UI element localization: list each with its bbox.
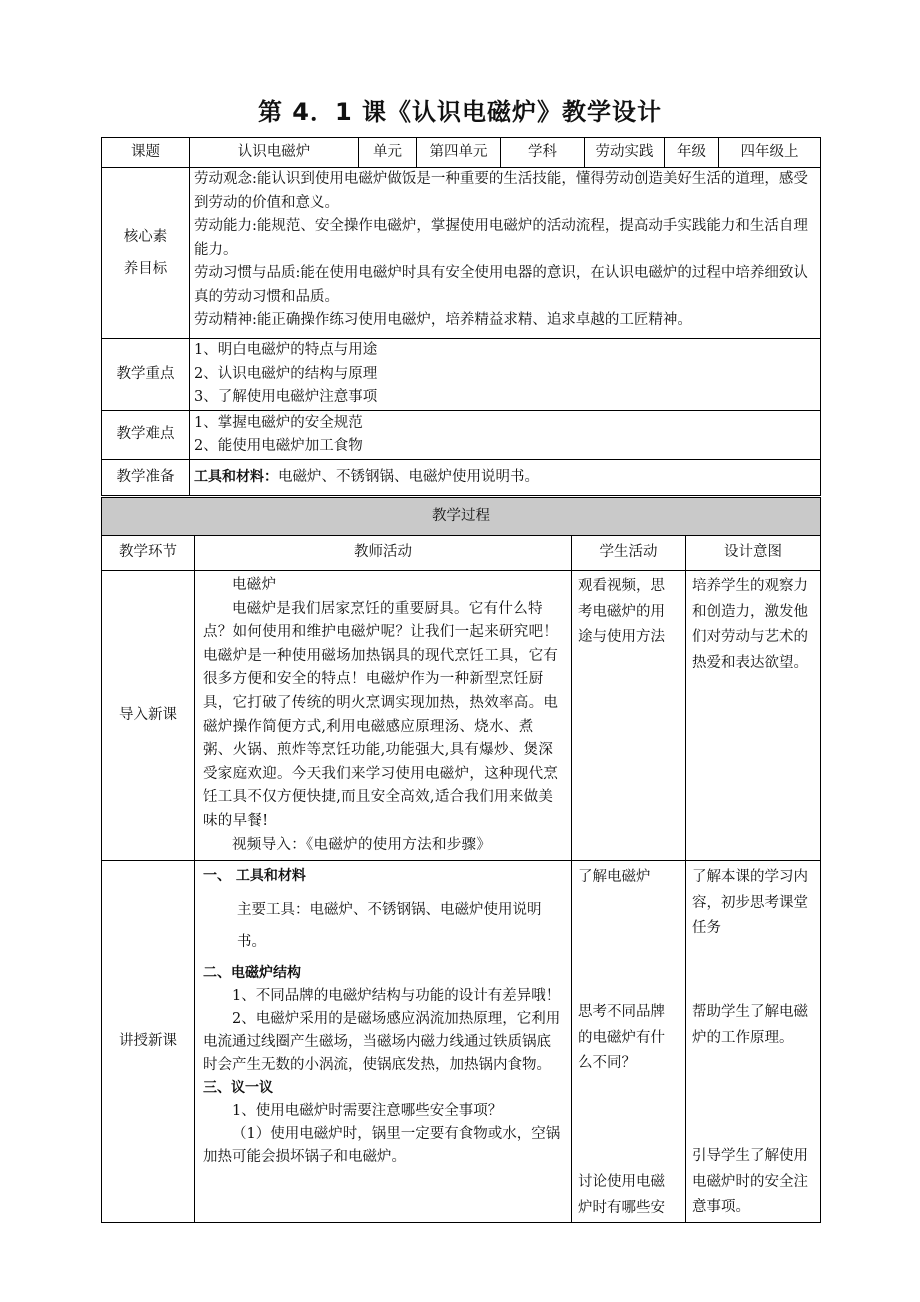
unit-label: 单元	[359, 138, 417, 168]
preparation-label: 教学准备	[102, 460, 190, 496]
process-table	[101, 497, 821, 1223]
preparation-bold: 工具和材料：	[194, 468, 278, 485]
preparation-text: 电磁炉、不锈钢锅、电磁炉使用说明书。	[278, 468, 539, 485]
intro-teacher-activity	[195, 571, 572, 861]
key-points-content	[190, 339, 821, 411]
design-intent-3: 引导学生了解使用电磁炉时的安全注意事项。	[692, 1148, 808, 1216]
section-title-structure: 二、电磁炉结构	[203, 965, 301, 982]
section-tools-text: 主要工具：电磁炉、不锈钢锅、电磁炉使用说明书。	[237, 902, 542, 951]
intro-stage: 导入新课	[102, 571, 195, 861]
key-point-item: 1、明白电磁炉的特点与用途	[194, 342, 378, 359]
page-title: 第 4．1 课《认识电磁炉》教学设计	[257, 98, 663, 126]
intro-student-activity: 观看视频，思考电磁炉的用途与使用方法	[572, 571, 686, 861]
key-points-label: 教学重点	[102, 339, 190, 411]
grade-value: 四年级上	[719, 138, 821, 168]
section-title-tools: 一、 工具和材料	[203, 868, 306, 885]
intro-design-intent: 培养学生的观察力和创造力，激发他们对劳动与艺术的热爱和表达欲望。	[686, 571, 821, 861]
core-goal-item: 劳动能力:能规范、安全操作电磁炉，掌握使用电磁炉的活动流程，提高动手实践能力和生活自理能力。	[194, 218, 808, 258]
core-goal-item: 劳动观念:能认识到使用电磁炉做饭是一种重要的生活技能，懂得劳动创造美好生活的道理，感受到劳动的价值和意义。	[194, 171, 808, 211]
student-activity-1: 了解电磁炉	[578, 869, 651, 886]
column-header-student: 学生活动	[572, 536, 686, 571]
grade-label: 年级	[665, 138, 719, 168]
difficulty-item: 2、能使用电磁炉加工食物	[194, 438, 363, 454]
student-activity-2: 思考不同品牌的电磁炉有什么不同？	[578, 1004, 665, 1072]
lesson-teacher-activity	[195, 861, 572, 1223]
key-point-item: 2、认识电磁炉的结构与原理	[194, 365, 378, 382]
subject-label: 学科	[501, 138, 585, 168]
student-activity-3: 讨论使用电磁炉时有哪些安	[578, 1174, 665, 1216]
topic-label: 课题	[102, 138, 190, 168]
column-header-stage: 教学环节	[102, 536, 195, 571]
structure-paragraph-1: 1、不同品牌的电磁炉结构与功能的设计有差异哦！	[232, 988, 561, 1005]
lesson-info-table	[101, 137, 821, 496]
lesson-student-activity	[572, 861, 686, 1223]
lesson-stage: 讲授新课	[102, 861, 195, 1223]
topic-value: 认识电磁炉	[190, 138, 359, 168]
key-point-item: 3、了解使用电磁炉注意事项	[194, 389, 378, 406]
difficulty-item: 1、掌握电磁炉的安全规范	[194, 414, 363, 431]
unit-value: 第四单元	[417, 138, 501, 168]
structure-paragraph-2: 2、电磁炉采用的是磁场感应涡流加热原理，它利用电流通过线圈产生磁场，当磁场内磁力线通过铁质锅底时会产生无数的小涡流，使锅底发热，加热锅内食物。	[203, 1011, 561, 1074]
discussion-question: 1、使用电磁炉时需要注意哪些安全事项？	[232, 1103, 503, 1120]
design-intent-2: 帮助学生了解电磁炉的工作原理。	[692, 1004, 808, 1046]
core-goals-label	[102, 168, 190, 339]
core-goals-label-line: 养目标	[123, 261, 168, 277]
column-header-teacher: 教师活动	[195, 536, 572, 571]
difficulties-label: 教学难点	[102, 411, 190, 460]
difficulties-content	[190, 411, 821, 460]
column-header-intent: 设计意图	[686, 536, 821, 571]
process-header: 教学过程	[102, 498, 821, 536]
lesson-design-intent	[686, 861, 821, 1223]
preparation-content	[190, 460, 821, 496]
subject-value: 劳动实践	[585, 138, 665, 168]
intro-teacher-body: 电磁炉是我们居家烹饪的重要厨具。它有什么特点？如何使用和维护电磁炉呢？让我们一起来研究吧！电磁炉是一种使用磁场加热锅具的现代烹饪工具，它有很多方便和安全的特点！电磁炉作为一种新型烹饪厨具，它打破了传统的明火烹调实现加热，热效率高。电磁炉操作简便方式,利用电磁感应原理汤、烧水、煮粥、火锅、煎炸等烹饪功能,功能强大,具有爆炒、煲深受家庭欢迎。今天我们来学习使用电磁炉，这种现代烹饪工具不仅方便快捷,而且安全高效,适合我们用来做美味的早餐!	[203, 600, 559, 829]
discussion-answer-1: （1）使用电磁炉时，锅里一定要有食物或水，空锅加热可能会损坏锅子和电磁炉。	[203, 1126, 561, 1166]
core-goal-item: 劳动精神:能正确操作练习使用电磁炉，培养精益求精、追求卓越的工匠精神。	[194, 312, 692, 328]
intro-teacher-video: 视频导入：《电磁炉的使用方法和步骤》	[232, 836, 492, 853]
intro-teacher-title: 电磁炉	[232, 577, 277, 593]
core-goals-label-line: 核心素	[123, 229, 168, 245]
core-goals-content	[190, 168, 821, 339]
core-goal-item: 劳动习惯与品质:能在使用电磁炉时具有安全使用电器的意识，在认识电磁炉的过程中培养细致认真的劳动习惯和品质。	[194, 265, 808, 305]
section-title-discussion: 三、议一议	[203, 1080, 273, 1097]
design-intent-1: 了解本课的学习内容，初步思考课堂任务	[692, 869, 808, 937]
